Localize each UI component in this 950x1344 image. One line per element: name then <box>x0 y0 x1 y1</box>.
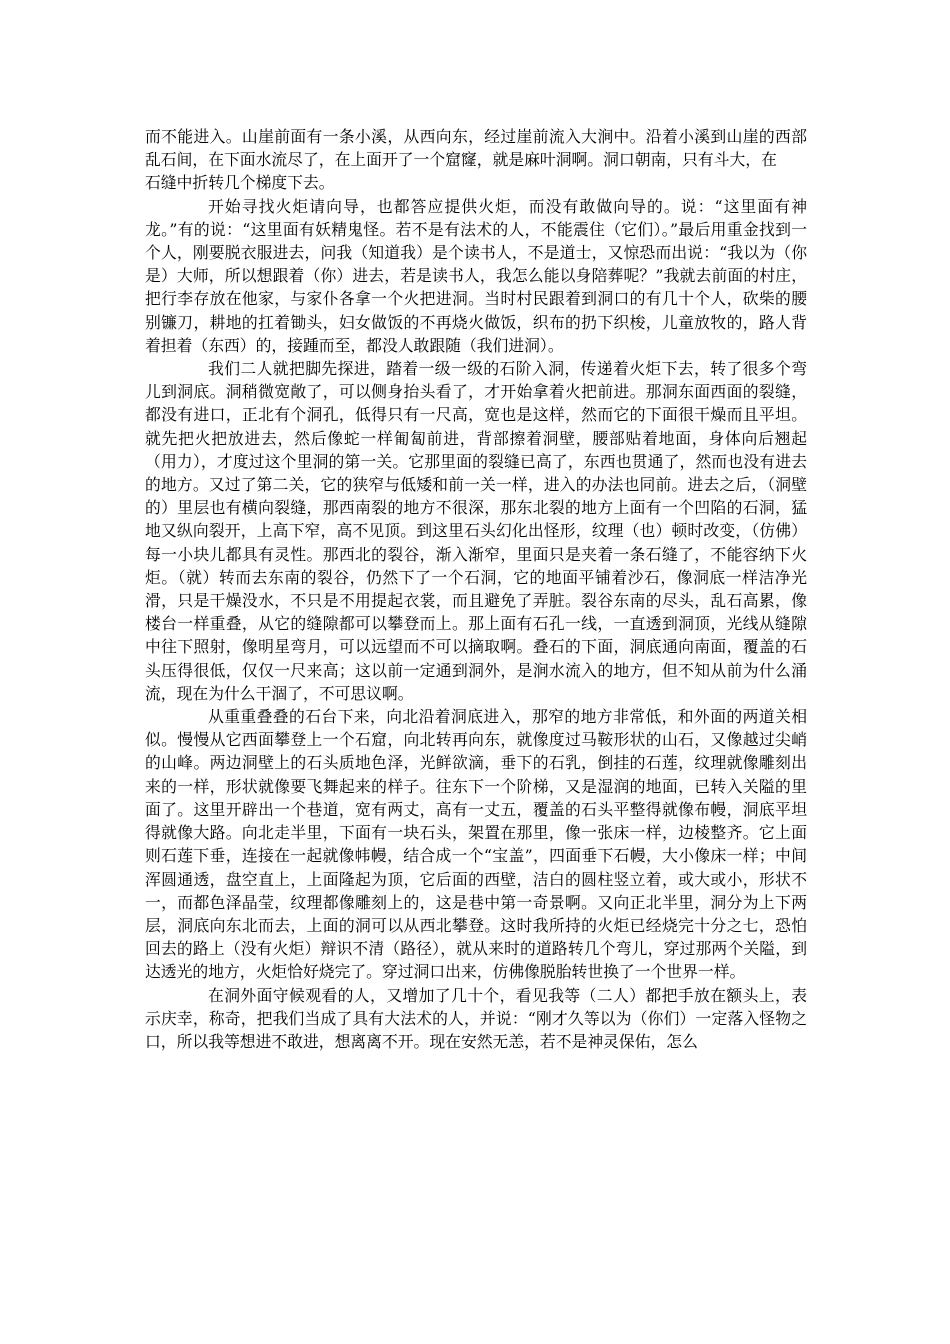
paragraph-2: 石缝中折转几个梯度下去。 <box>145 173 335 193</box>
paragraph-1: 而不能进入。山崖前面有一条小溪，从西向东，经过崖前流入大涧中。沿着小溪到山崖的西部乱石间，在下面水流尽了，在上面开了一个窟窿，就是麻叶洞啊。洞口朝南，只有斗大，在 <box>145 127 807 170</box>
paragraph-3: 开始寻找火炬请向导，也都答应提供火炬，而没有敢做向导的。说：“这里面有神龙。”有的说：“这里面有妖精鬼怪。若不是有法术的人，不能震住（它们）。”最后用重金找到一个人，刚要脱衣服进去，问我（知道我）是个读书人，不是道士，又惊恐而出说：“我以为（你是）大师，所以想跟着（你）进去，若是读书人，我怎么能以身陪葬呢？”我就去前面的村庄，把行李存放在他家，与家仆各拿一个火把进洞。当时村民跟着到洞口的有几十个人，砍柴的腰别镰刀，耕地的扛着锄头，妇女做饭的不再烧火做饭，织布的扔下织梭，儿童放牧的，路人背着担着（东西）的，接踵而至，都没人敢跟随（我们进洞）。 <box>145 196 807 355</box>
paragraph-5: 从重重叠叠的石台下来，向北沿着洞底进入，那窄的地方非常低，和外面的两道关相似。慢慢从它西面攀登上一个石窟，向北转再向东，就像度过马鞍形状的山石，又像越过尖峭的山峰。两边洞壁上的石头质地色泽，光鲜欲滴，垂下的石乳，倒挂的石莲，纹理就像雕刻出来的一样，形状就像要飞舞起来的样子。往东下一个阶梯，又是湿润的地面，已转入关隘的里面了。这里开辟出一个巷道，宽有两丈，高有一丈五，覆盖的石头平整得就像布幔，洞底平坦得就像大路。向北走半里，下面有一块石头，架置在那里，像一张床一样，边棱整齐。它上面则石莲下垂，连接在一起就像帏幔，结合成一个“宝盖”，四面垂下石幔，大小像床一样；中间浑圆通透，盘空直上，上面隆起为顶，它后面的西壁，洁白的圆柱竖立着，或大或小，形状不一，而都色泽晶莹，纹理都像雕刻上的，这是巷中第一奇景啊。又向正北半里，洞分为上下两层，洞底向东北而去，上面的洞可以从西北攀登。这时我所持的火炬已经烧完十分之七，恐怕回去的路上（没有火炬）辩识不清（路径），就从来时的道路转几个弯儿，穿过那两个关隘，到达透光的地方，火炬恰好烧完了。穿过洞口出来，仿佛像脱胎转世换了一个世界一样。 <box>145 707 807 982</box>
paragraph-4: 我们二人就把脚先探进，踏着一级一级的石阶入洞，传递着火炬下去，转了很多个弯儿到洞底。洞稍微宽敞了，可以侧身抬头看了，才开始拿着火把前进。那洞东面西面的裂缝，都没有进口，正北有个洞孔，低得只有一尺高，宽也是这样，然而它的下面很干燥而且平坦。就先把火把放进去，然后像蛇一样匍匐前进，背部擦着洞壁，腰部贴着地面，身体向后翘起（用力），才度过这个里洞的第一关。它那里面的裂缝已高了，东西也贯通了，然而也没有进去的地方。又过了第二关，它的狭窄与低矮和前一关一样，进入的办法也同前。进去之后，（洞壁的）里层也有横向裂缝，那西南裂的地方不很深，那东北裂的地方上面有一个凹陷的石洞，猛地又纵向裂开，上高下窄，高不见顶。到这里石头幻化出怪形，纹理（也）顿时改变，（仿佛）每一小块儿都具有灵性。那西北的裂谷，渐入渐窄，里面只是夹着一条石缝了，不能容纳下火炬。（就）转而去东南的裂谷，仍然下了一个石洞，它的地面平铺着沙石，像洞底一样洁净光滑，只是干燥没水，不只是不用提起衣裳，而且避免了弄脏。裂谷东南的尽头，乱石高累，像楼台一样重叠，从它的缝隙都可以攀登而上。那上面有石孔一线，一直透到洞顶，光线从缝隙中往下照射，像明星弯月，可以远望而不可以摘取啊。叠石的下面，洞底通向南面，覆盖的石头压得很低，仅仅一尺来高；这以前一定通到洞外，是涧水流入的地方，但不知从前为什么涌流，现在为什么干涸了，不可思议啊。 <box>145 359 807 703</box>
document-body <box>145 125 807 1053</box>
paragraph-6: 在洞外面守候观看的人，又增加了几十个，看见我等（二人）都把手放在额头上，表示庆幸，称奇，把我们当成了具有大法术的人，并说：“刚才久等以为（你们）一定落入怪物之口，所以我等想进不敢进，想离离不开。现在安然无恙，若不是神灵保佑，怎么 <box>145 985 807 1051</box>
